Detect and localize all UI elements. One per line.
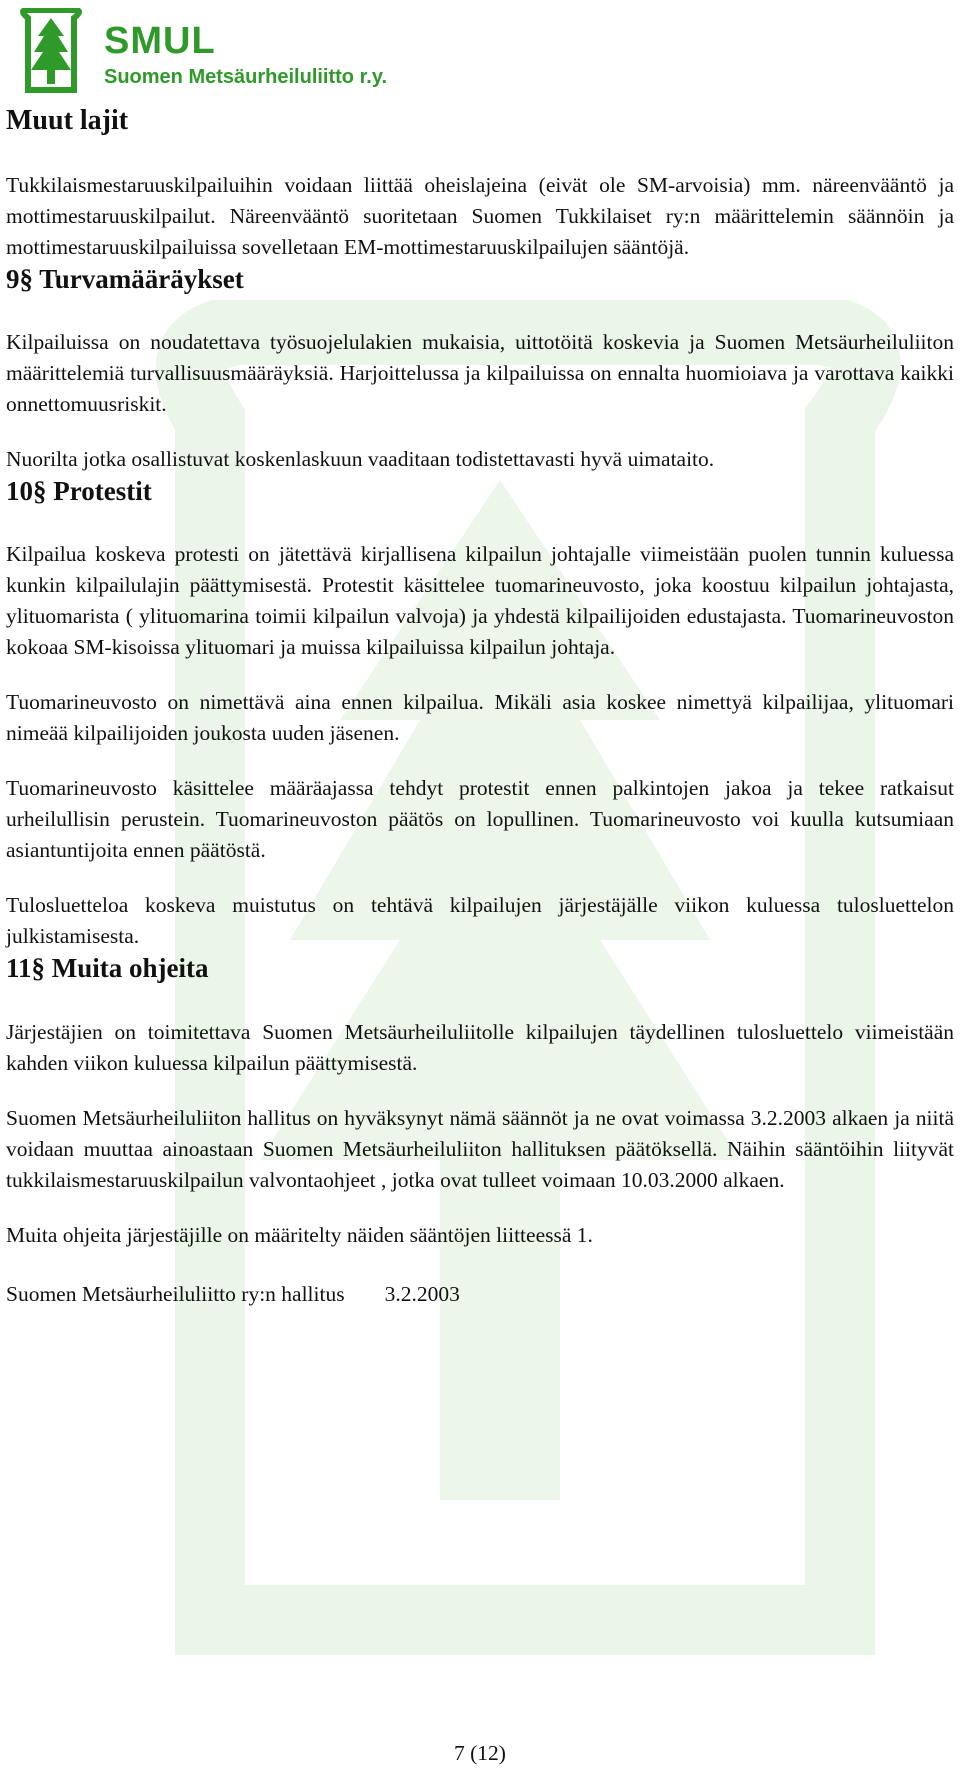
logo-organization-name: Suomen Metsäurheiluliitto r.y. — [104, 66, 388, 88]
signature-line — [6, 1279, 954, 1310]
paragraph-muut-lajit: Tukkilaismestaruuskilpailuihin voidaan liittää oheislajeina (eivät ole SM-arvoisia) mm. näreenvääntö ja mottimestaruuskilpailut. Näreenvääntö suoritetaan Suomen Tukkilaiset ry:n määrittelemin säännöin ja mottimestaruuskilpailuissa sovelletaan EM-mottimestaruuskilpailujen sääntöjä. — [6, 172, 954, 259]
section-title-protestit: 10§ Protestit — [6, 475, 152, 506]
header-logo — [14, 8, 484, 104]
paragraph-turvamaaraykset-1: Kilpailuissa on noudatettava työsuojelulakien mukaisia, uittotöitä koskevia ja Suomen Metsäurheiluliiton määrittelemiä turvallisuusmääräyksiä. Harjoittelussa ja kilpailuissa on ennalta huomioiava ja varottava kaikki onnettomuusriskit. — [6, 329, 954, 416]
signature-organization: Suomen Metsäurheiluliitto ry:n hallitus — [6, 1281, 345, 1306]
paragraph-protestit-3: Tuomarineuvosto käsittelee määräajassa tehdyt protestit ennen palkintojen jakoa ja tekee ratkaisut urheilullisin perustein. Tuomarineuvoston päätös on lopullinen. Tuomarineuvosto voi kuulla kutsumiaan asiantuntijoita ennen päätöstä. — [6, 776, 954, 863]
section-title-turvamaaraykset: 9§ Turvamääräykset — [6, 263, 244, 294]
section-title-muita-ohjeita: 11§ Muita ohjeita — [6, 953, 209, 984]
logo-acronym: SMUL — [104, 20, 216, 62]
paragraph-protestit-1: Kilpailua koskeva protesti on jätettävä kirjallisena kilpailun johtajalle viimeistään puolen tunnin kuluessa kunkin kilpailulajin päättymisestä. Protestit käsittelee tuomarineuvosto, joka koostuu kilpailun johtajasta, ylituomarista ( ylituomarina toimii kilpailun valvoja) ja yhdestä kilpailijoiden edustajasta. Tuomarineuvoston kokoaa SM-kisoissa ylituomari ja muissa kilpailuissa kilpailun johtaja. — [6, 542, 954, 660]
signature-date: 3.2.2003 — [384, 1281, 460, 1306]
tree-logo-icon — [14, 8, 88, 94]
paragraph-protestit-4: Tulosluetteloa koskeva muistutus on tehtävä kilpailujen järjestäjälle viikon kuluessa tulosluettelon julkistamisesta. — [6, 893, 954, 949]
section-title-muut-lajit: Muut lajit — [6, 105, 129, 136]
page-number: 7 (12) — [454, 1741, 506, 1765]
paragraph-muita-ohjeita-2: Suomen Metsäurheiluliiton hallitus on hyväksynyt nämä säännöt ja ne ovat voimassa 3.2.2003 alkaen ja niitä voidaan muuttaa ainoastaan Suomen Metsäurheiluliiton hallituksen päätöksellä. Näihin sääntöihin liityvät tukkilaismestaruuskilpailun valvontaohjeet , jotka ovat tulleet voimaan 10.03.2000 alkaen. — [6, 1105, 954, 1192]
paragraph-muita-ohjeita-1: Järjestäjien on toimitettava Suomen Metsäurheiluliitolle kilpailujen täydellinen tulosluettelo viimeistään kahden viikon kuluessa kilpailun päättymisestä. — [6, 1019, 954, 1075]
document-body — [6, 104, 954, 1310]
paragraph-turvamaaraykset-2: Nuorilta jotka osallistuvat koskenlaskuun vaaditaan todistettavasti hyvä uimataito. — [6, 446, 715, 471]
paragraph-muita-ohjeita-3: Muita ohjeita järjestäjille on määritelty näiden sääntöjen liitteessä 1. — [6, 1222, 593, 1247]
paragraph-protestit-2: Tuomarineuvosto on nimettävä aina ennen kilpailua. Mikäli asia koskee nimettyä kilpailijaa, ylituomari nimeää kilpailijoiden joukosta uuden jäsenen. — [6, 690, 954, 746]
